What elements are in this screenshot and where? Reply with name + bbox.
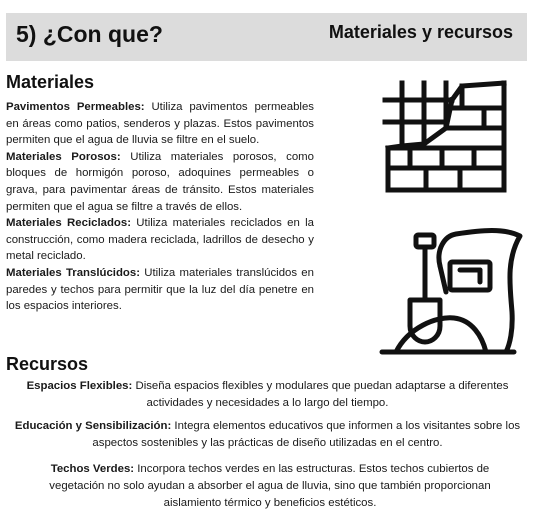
brick-wall-icon (380, 78, 512, 196)
item-term: Pavimentos Permeables: (6, 101, 145, 113)
materiales-heading: Materiales (6, 72, 95, 92)
item-term: Materiales Translúcidos: (6, 266, 141, 279)
item-text: Utiliza pavimentos permeables en áreas como patios, senderos y plazas. Estos pavimentos permiten que el agua de lluvia se filtre en el suelo. (6, 101, 314, 147)
page-title: 5) ¿Con que? (16, 21, 163, 47)
materiales-list (6, 99, 314, 315)
recursos-item (22, 461, 518, 512)
item-text: Utiliza materiales reciclados en la construcción, como madera reciclada, ladrillos de desecho y metal reciclado. (6, 217, 314, 263)
item-text: Integra elementos educativos que informen a los visitantes sobre los aspectos sostenibles y las prácticas de diseño utilizadas en el centro. (92, 420, 521, 449)
materiales-item (6, 149, 314, 215)
section-header (6, 13, 527, 61)
item-text: Incorpora techos verdes en las estructuras. Estos techos cubiertos de vegetación no solo ayudan a absorber el agua de lluvia, sino que también proporcionan aislamiento térmico y beneficios estéticos. (49, 463, 491, 509)
item-term: Techos Verdes: (50, 463, 135, 475)
recursos-item (4, 418, 531, 452)
cement-bag-shovel-icon (378, 226, 528, 360)
item-term: Materiales Porosos: (6, 150, 121, 163)
section-subtitle: Materiales y recursos (328, 22, 513, 42)
item-term: Espacios Flexibles: (26, 380, 133, 392)
item-term: Materiales Reciclados: (6, 217, 131, 230)
item-text: Utiliza materiales porosos, como bloques de hormigón poroso, adoquines permeables o grava, para pavimentar áreas de tránsito. Estos materiales permiten que el agua se filtre a través de ellos. (6, 150, 314, 213)
item-term: Educación y Sensibilización: (14, 420, 172, 432)
recursos-item (4, 378, 531, 412)
materiales-item (6, 99, 314, 149)
materiales-item (6, 215, 314, 265)
item-text: Diseña espacios flexibles y modulares que puedan adaptarse a diferentes actividades y necesidades a lo largo del tiempo. (132, 380, 509, 409)
materiales-item (6, 265, 314, 315)
recursos-heading: Recursos (6, 354, 89, 374)
item-text: Utiliza materiales translúcidos en paredes y techos para permitir que la luz del día penetre en los espacios interiores. (6, 266, 314, 313)
